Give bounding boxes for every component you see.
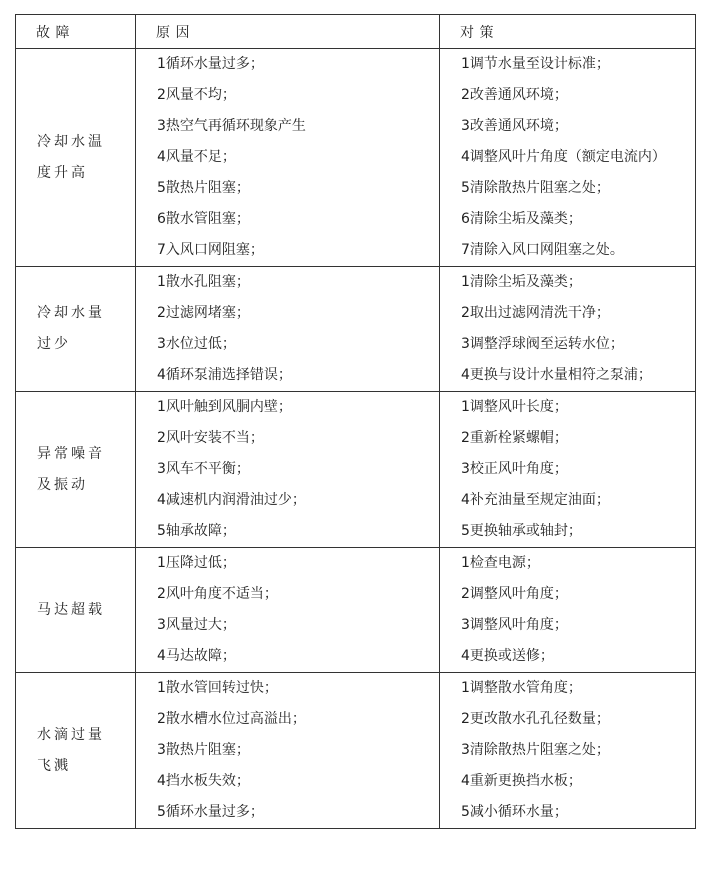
cause-item: 4马达故障； [157, 648, 236, 664]
cause-cell [136, 392, 440, 548]
cause-cell [136, 673, 440, 829]
fault-label: 冷却水量过少 [37, 305, 105, 352]
cause-item: 2风叶角度不适当； [157, 586, 278, 602]
remedy-cell [440, 673, 696, 829]
remedy-item: 3调整风叶角度； [461, 617, 568, 633]
remedy-item: 1检查电源； [461, 555, 540, 571]
fault-label: 冷却水温度升高 [37, 133, 105, 181]
cause-cell [136, 267, 440, 392]
remedy-item: 7清除入风口网阻塞之处。 [461, 242, 624, 258]
remedy-cell [440, 392, 696, 548]
remedy-item: 4补充油量至规定油面； [461, 492, 610, 508]
remedy-item: 3校正风叶角度； [461, 461, 568, 477]
cause-cell [136, 49, 440, 267]
cause-item: 2风量不均； [157, 87, 236, 103]
cause-item: 4风量不足； [157, 149, 236, 165]
fault-label: 异常噪音及振动 [37, 445, 105, 493]
cause-item: 2风叶安装不当； [157, 430, 264, 446]
remedy-item: 1调节水量至设计标准； [461, 56, 610, 72]
fault-cell [16, 49, 136, 267]
remedy-item: 4重新更换挡水板； [461, 773, 582, 789]
remedy-cell [440, 267, 696, 392]
remedy-item: 3清除散热片阻塞之处； [461, 742, 610, 758]
cause-item: 3水位过低； [157, 336, 236, 352]
fault-cell [16, 392, 136, 548]
remedy-item: 5更换轴承或轴封； [461, 523, 582, 539]
cause-item: 1散水孔阻塞； [157, 274, 250, 290]
remedy-cell [440, 49, 696, 267]
cause-item: 4挡水板失效； [157, 773, 250, 789]
header-cause-label: 原 因 [156, 24, 190, 41]
remedy-item: 6清除尘垢及藻类； [461, 211, 582, 227]
remedy-item: 2取出过滤网清洗干净； [461, 305, 610, 321]
table-body [16, 49, 696, 829]
remedy-cell [440, 548, 696, 673]
fault-cell [16, 548, 136, 673]
cause-cell [136, 548, 440, 673]
fault-cell [16, 673, 136, 829]
remedy-item: 4更换或送修； [461, 648, 554, 664]
remedy-item: 1调整风叶长度； [461, 399, 568, 415]
table-row [16, 548, 696, 673]
remedy-item: 4调整风叶片角度（额定电流内） [461, 149, 666, 165]
cause-item: 2过滤网堵塞； [157, 305, 250, 321]
cause-item: 2散水槽水位过高溢出； [157, 711, 306, 727]
cause-item: 3风量过大； [157, 617, 236, 633]
cause-item: 1压降过低； [157, 555, 236, 571]
cause-item: 1风叶触到风胴内壁； [157, 399, 292, 415]
remedy-item: 1调整散水管角度； [461, 680, 582, 696]
remedy-item: 2调整风叶角度； [461, 586, 568, 602]
cause-item: 3散热片阻塞； [157, 742, 250, 758]
cause-item: 3热空气再循环现象产生 [157, 118, 306, 134]
remedy-item: 1清除尘垢及藻类； [461, 274, 582, 290]
cause-item: 3风车不平衡； [157, 461, 250, 477]
cause-item: 5散热片阻塞； [157, 180, 250, 196]
remedy-item: 2改善通风环境； [461, 87, 568, 103]
troubleshooting-table [15, 14, 696, 829]
remedy-item: 5清除散热片阻塞之处； [461, 180, 610, 196]
header-row [16, 15, 696, 49]
cause-item: 4循环泵浦选择错误； [157, 367, 292, 383]
fault-label: 水滴过量飞溅 [37, 726, 105, 774]
cause-item: 1散水管回转过快； [157, 680, 278, 696]
cause-item: 6散水管阻塞； [157, 211, 250, 227]
table-row [16, 267, 696, 392]
header-fault-label: 故 障 [36, 24, 70, 41]
remedy-item: 2更改散水孔孔径数量； [461, 711, 610, 727]
remedy-item: 5减小循环水量； [461, 804, 568, 820]
remedy-item: 2重新栓紧螺帽； [461, 430, 568, 446]
cause-item: 7入风口网阻塞； [157, 242, 264, 258]
table-row [16, 392, 696, 548]
cause-item: 1循环水量过多； [157, 56, 264, 72]
fault-label: 马达超载 [37, 601, 105, 618]
remedy-item: 4更换与设计水量相符之泵浦； [461, 367, 652, 383]
fault-cell [16, 267, 136, 392]
table-row [16, 49, 696, 267]
cause-item: 5轴承故障； [157, 523, 236, 539]
header-remedy [440, 15, 696, 49]
remedy-item: 3改善通风环境； [461, 118, 568, 134]
header-remedy-label: 对 策 [460, 24, 494, 41]
header-fault [16, 15, 136, 49]
table-row [16, 673, 696, 829]
header-cause [136, 15, 440, 49]
remedy-item: 3调整浮球阀至运转水位； [461, 336, 624, 352]
cause-item: 5循环水量过多； [157, 804, 264, 820]
cause-item: 4减速机内润滑油过少； [157, 492, 306, 508]
